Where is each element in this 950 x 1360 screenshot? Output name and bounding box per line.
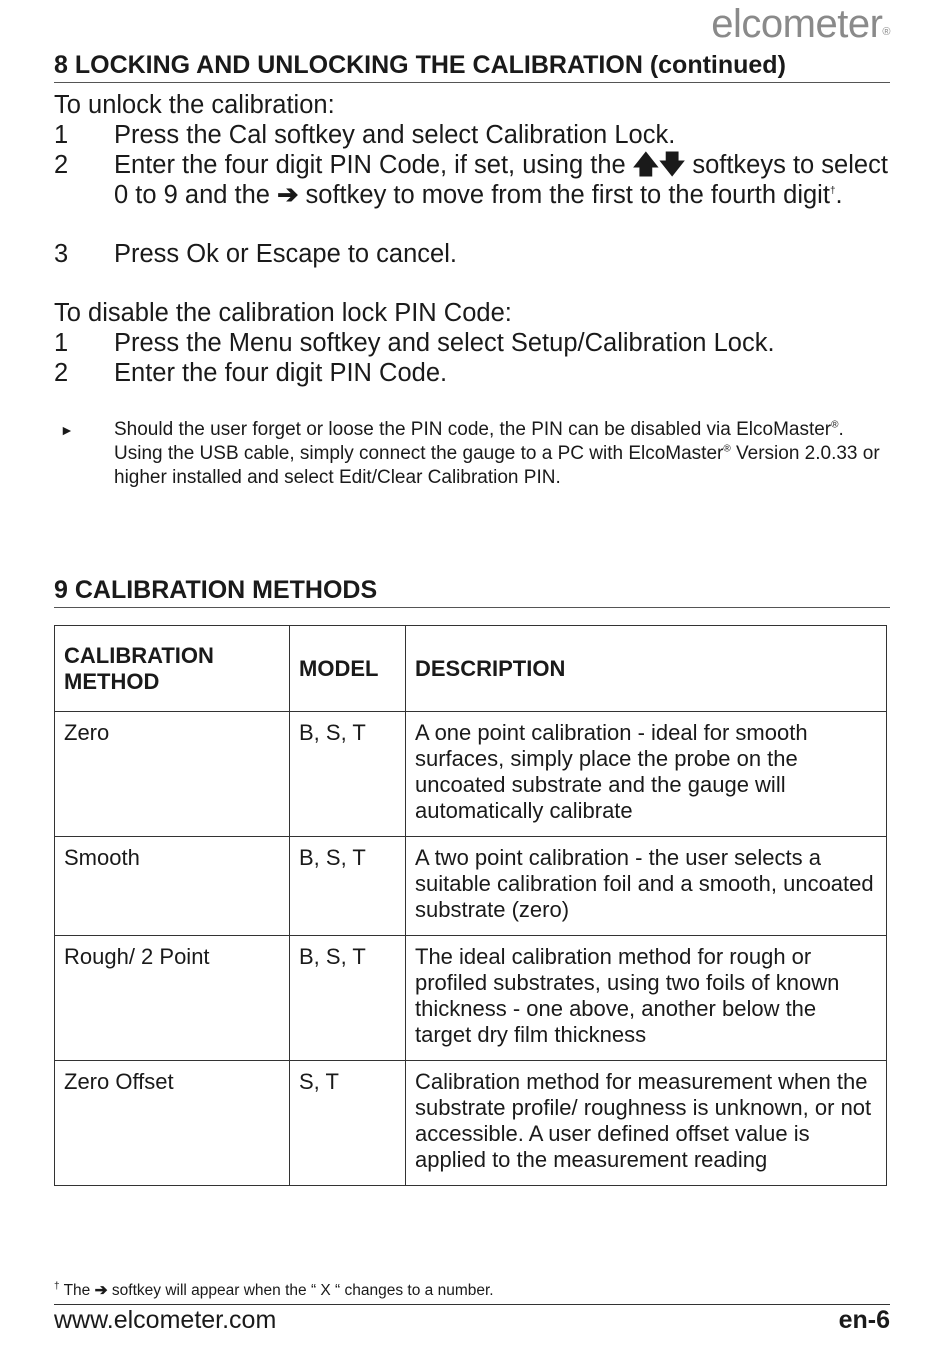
note-text: Should the user forget or loose the PIN code, the PIN can be disabled via ElcoMaster®. Using the USB cable, simply connect the gauge to a PC with ElcoMaster® Version 2.0.33 or higher installed and select Edit/Clear Calibration PIN.	[114, 419, 880, 488]
table-row	[55, 712, 887, 837]
unlock-intro: To unlock the calibration:	[54, 91, 335, 119]
right-arrow-icon: ➔	[277, 181, 299, 209]
step-number: 3	[54, 240, 69, 268]
description-cell: Calibration method for measurement when the substrate profile/ roughness is unknown, or not accessible. A user defined offset value is applied to the measurement reading	[406, 1061, 887, 1186]
step-number: 2	[54, 151, 69, 179]
dagger-mark: †	[54, 1280, 60, 1292]
step-text: Press Ok or Escape to cancel.	[114, 240, 457, 268]
model-cell: B, S, T	[290, 712, 406, 837]
unlock-step-2	[54, 150, 894, 240]
model-cell: B, S, T	[290, 936, 406, 1061]
step-text: Enter the four digit PIN Code.	[114, 359, 448, 387]
method-cell: Zero Offset	[55, 1061, 290, 1186]
header-model: MODEL	[290, 626, 406, 712]
model-cell: S, T	[290, 1061, 406, 1186]
calibration-methods-table	[54, 625, 887, 1186]
step-number: 2	[54, 359, 69, 387]
step-number: 1	[54, 121, 69, 149]
elcometer-logo: elcometer®	[711, 2, 890, 46]
right-arrow-icon: ➔	[94, 1282, 108, 1299]
section-8-heading: 8 LOCKING AND UNLOCKING THE CALIBRATION (continued)	[54, 50, 890, 83]
step-text: Press the Cal softkey and select Calibration Lock.	[114, 121, 676, 149]
bullet-arrow-icon: ►	[60, 422, 74, 438]
dagger-mark: †	[829, 185, 836, 197]
table-row	[55, 1061, 887, 1186]
footer-divider	[54, 1304, 890, 1305]
footnote: † The ➔ softkey will appear when the “ X “ changes to a number.	[54, 1280, 494, 1299]
method-cell: Zero	[55, 712, 290, 837]
description-cell: A two point calibration - the user selects a suitable calibration foil and a smooth, uncoated substrate (zero)	[406, 837, 887, 936]
model-cell: B, S, T	[290, 837, 406, 936]
section-9-heading: 9 CALIBRATION METHODS	[54, 575, 890, 608]
header-calibration-method: CALIBRATION METHOD	[55, 626, 290, 712]
step-text: Press the Menu softkey and select Setup/Calibration Lock.	[114, 329, 775, 357]
footer-website: www.elcometer.com	[54, 1306, 277, 1334]
description-cell: A one point calibration - ideal for smooth surfaces, simply place the probe on the uncoated substrate and the gauge will automatically calibrate	[406, 712, 887, 837]
disable-intro: To disable the calibration lock PIN Code:	[54, 299, 512, 327]
header-description: DESCRIPTION	[406, 626, 887, 712]
method-cell: Rough/ 2 Point	[55, 936, 290, 1061]
table-row	[55, 936, 887, 1061]
step-number: 1	[54, 329, 69, 357]
step-text: Enter the four digit PIN Code, if set, using the 🡅🡇 softkeys to select 0 to 9 and the ➔ softkey to move from the first to the fourth digit†.	[114, 151, 888, 209]
table-row	[55, 837, 887, 936]
pin-note	[54, 418, 884, 518]
method-cell: Smooth	[55, 837, 290, 936]
description-cell: The ideal calibration method for rough or profiled substrates, using two foils of known thickness - one above, another below the target dry film thickness	[406, 936, 887, 1061]
table-header-row	[55, 626, 887, 712]
up-down-arrows-icon: 🡅🡇	[632, 151, 686, 179]
page-number: en-6	[838, 1306, 890, 1334]
